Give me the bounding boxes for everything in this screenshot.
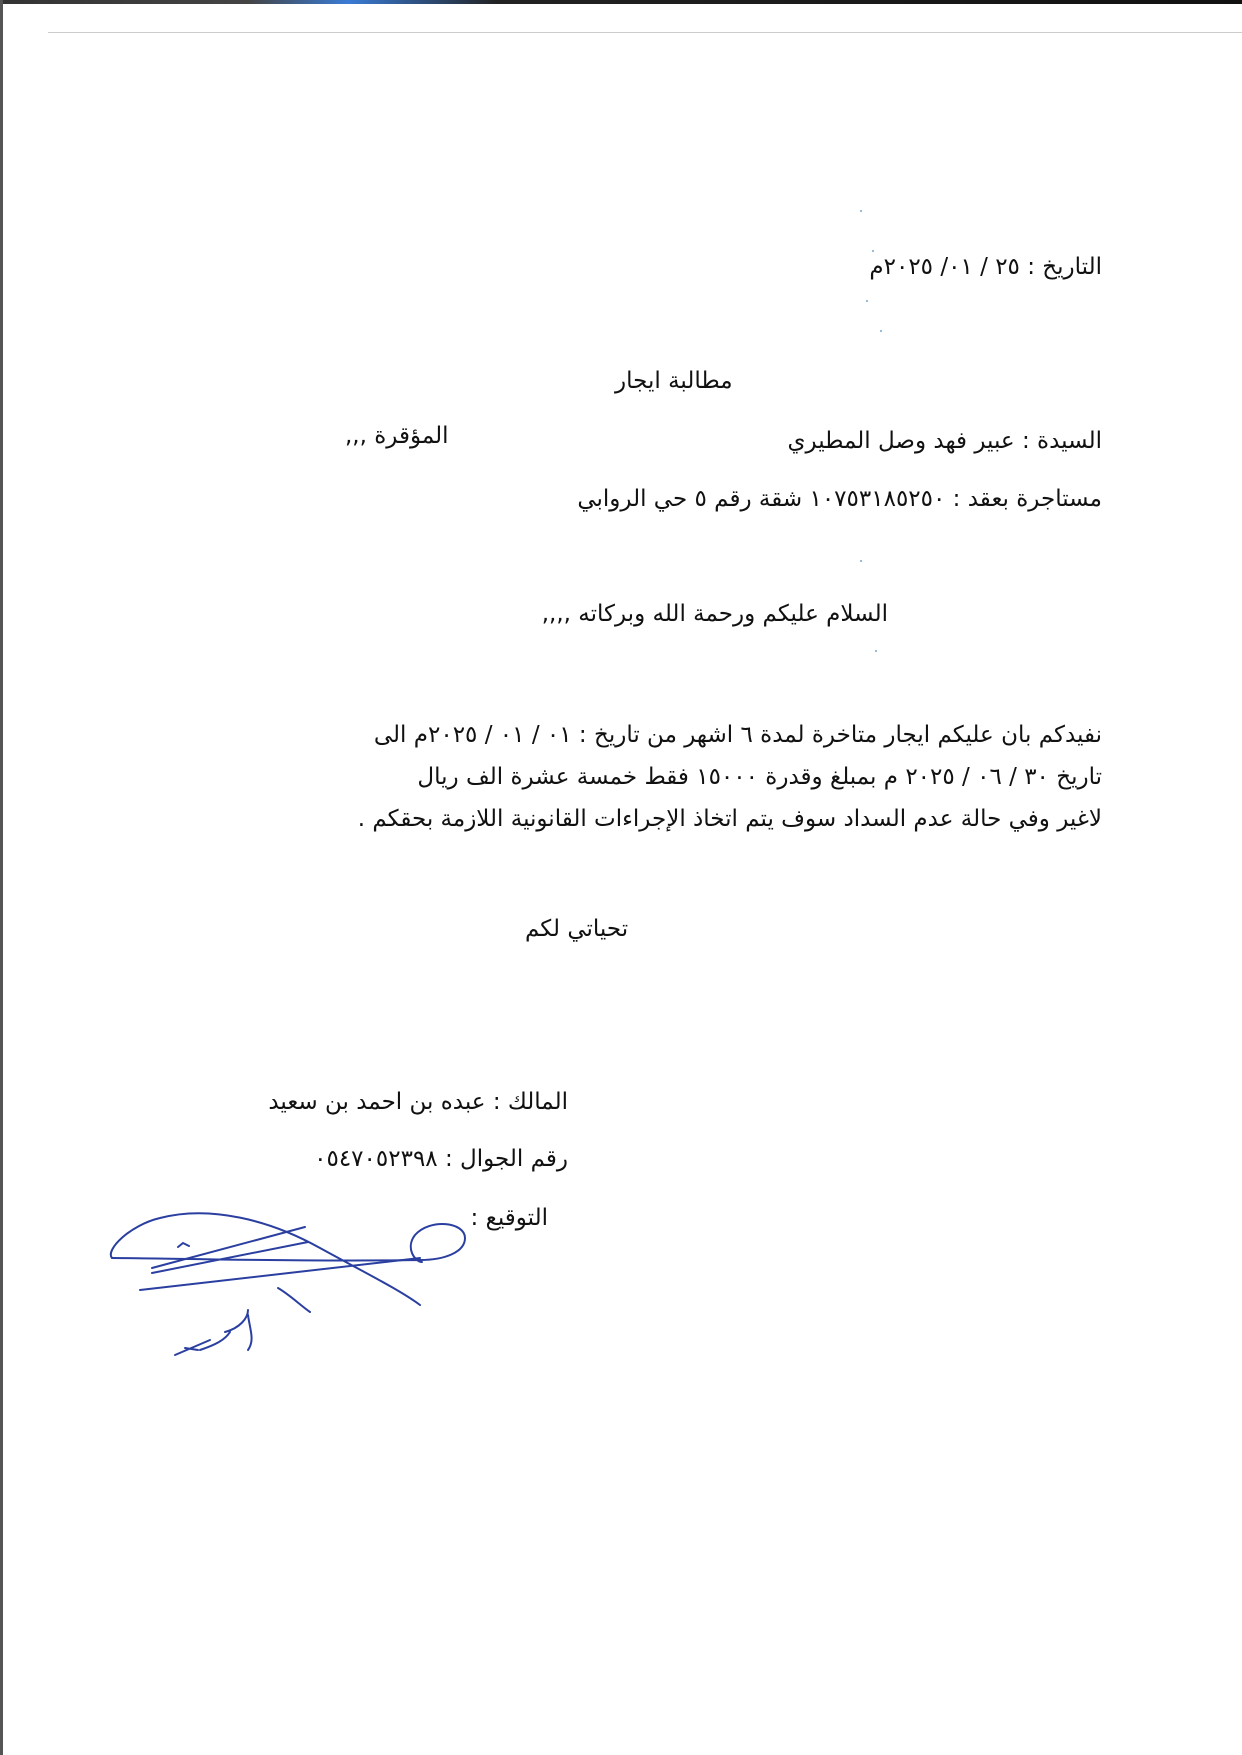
scan-speck bbox=[875, 650, 877, 652]
scan-left-edge bbox=[0, 0, 3, 1755]
body-line: لاغير وفي حالة عدم السداد سوف يتم اتخاذ الإجراءات القانونية اللازمة بحقكم . bbox=[357, 806, 1102, 832]
body-line: نفيدكم بان عليكم ايجار متاخرة لمدة ٦ اشهر من تاريخ : ٠١ / ٠١ / ٢٠٢٥م الى bbox=[373, 722, 1102, 748]
signature-label: التوقيع : bbox=[470, 1205, 548, 1231]
owner-phone: رقم الجوال : ٠٥٤٧٠٥٢٣٩٨ bbox=[314, 1146, 568, 1172]
scan-speck bbox=[860, 560, 862, 562]
recipient-honorific: المؤقرة ,,, bbox=[345, 423, 449, 449]
scan-speck bbox=[866, 300, 868, 302]
scan-speck bbox=[872, 250, 874, 252]
letter-date: التاريخ : ٢٥ / ٠١/ ٢٠٢٥م bbox=[869, 254, 1102, 280]
body-line: تاريخ ٣٠ / ٠٦ / ٢٠٢٥ م بمبلغ وقدرة ١٥٠٠٠ فقط خمسة عشرة الف ريال bbox=[417, 764, 1102, 790]
contract-details: مستاجرة بعقد : ١٠٧٥٣١٨٥٢٥٠ شقة رقم ٥ حي الروابي bbox=[577, 486, 1102, 512]
closing: تحياتي لكم bbox=[525, 916, 629, 942]
scan-speck bbox=[860, 210, 862, 212]
letter-title: مطالبة ايجار bbox=[615, 368, 733, 394]
greeting: السلام عليكم ورحمة الله وبركاته ,,,, bbox=[541, 601, 888, 627]
owner-name: المالك : عبده بن احمد بن سعيد bbox=[268, 1089, 568, 1115]
header-rule bbox=[48, 32, 1242, 33]
scan-top-edge bbox=[0, 0, 1242, 4]
scan-speck bbox=[880, 330, 882, 332]
recipient-name: السيدة : عبير فهد وصل المطيري bbox=[787, 428, 1102, 454]
letter-body bbox=[242, 714, 1102, 840]
handwritten-signature bbox=[100, 1200, 480, 1370]
